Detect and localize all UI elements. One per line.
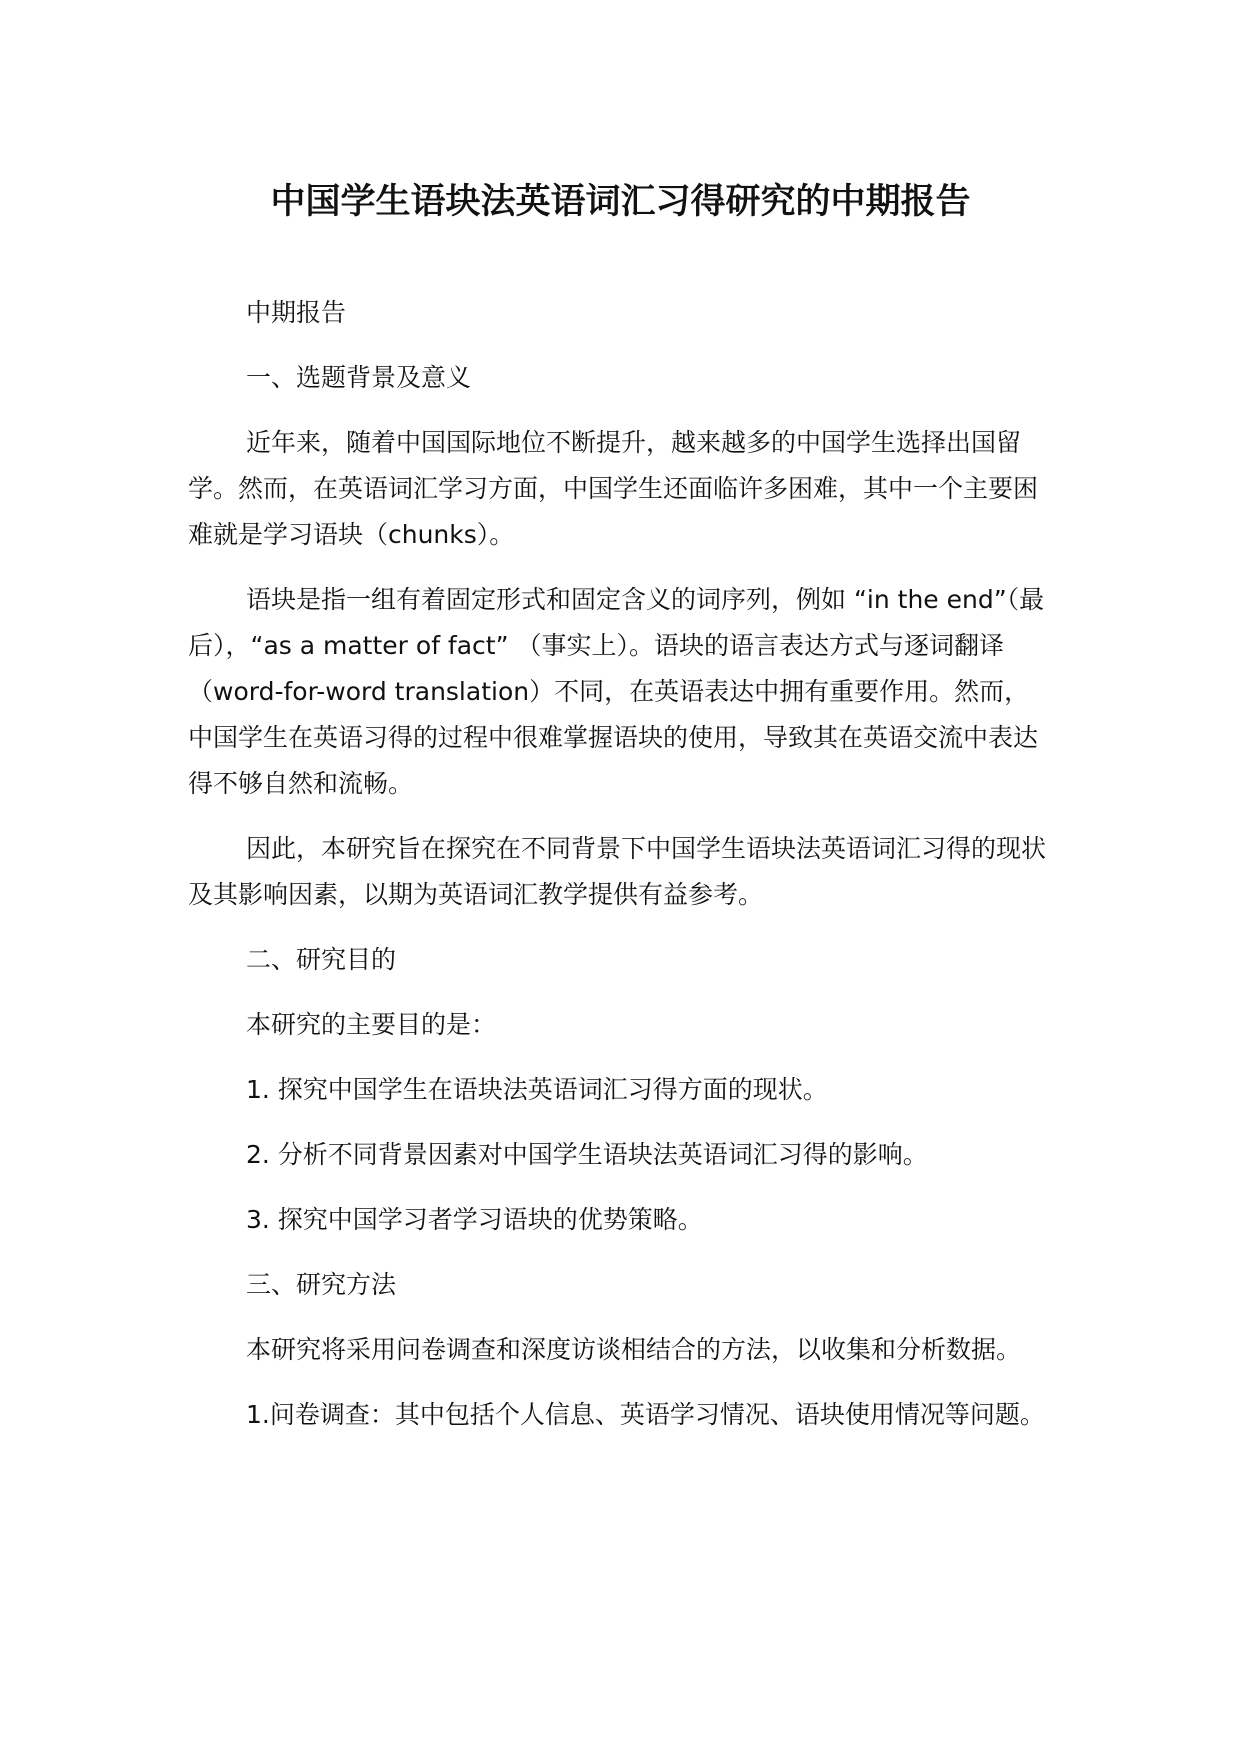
paragraph-research-aim: 因此，本研究旨在探究在不同背景下中国学生语块法英语词汇习得的现状及其影响因素，以期为英语词汇教学提供有益参考。 <box>188 834 1047 909</box>
section-label-midterm-report: 中期报告 <box>246 298 347 327</box>
list-item-questionnaire: 1.问卷调查：其中包括个人信息、英语学习情况、语块使用情况等问题。 <box>246 1400 1045 1429</box>
list-item-purpose-3: 3. 探究中国学习者学习语块的优势策略。 <box>246 1205 703 1234</box>
document-title: 中国学生语块法英语词汇习得研究的中期报告 <box>270 182 971 222</box>
paragraph-chunk-definition: 语块是指一组有着固定形式和固定含义的词序列，例如 “in the end”（最后），“as a matter of fact” （事实上）。语块的语言表达方式与逐词翻译（word-for-word translation）不同，在英语表达中拥有重要作用。然而，中国学生在英语习得的过程中很难掌握语块的使用，导致其在英语交流中表达得不够自然和流畅。 <box>188 585 1045 798</box>
heading-research-purpose: 二、研究目的 <box>246 945 397 974</box>
list-item-purpose-2: 2. 分析不同背景因素对中国学生语块法英语词汇习得的影响。 <box>246 1140 928 1169</box>
list-item-purpose-1: 1. 探究中国学生在语块法英语词汇习得方面的现状。 <box>246 1075 828 1104</box>
paragraph-purpose-intro: 本研究的主要目的是： <box>246 1010 497 1039</box>
paragraph-background: 近年来，随着中国国际地位不断提升，越来越多的中国学生选择出国留学。然而，在英语词汇学习方面，中国学生还面临许多困难，其中一个主要困难就是学习语块（chunks）。 <box>188 428 1039 549</box>
paragraph-method-intro: 本研究将采用问卷调查和深度访谈相结合的方法，以收集和分析数据。 <box>246 1335 1022 1364</box>
heading-research-method: 三、研究方法 <box>246 1270 397 1299</box>
document-body <box>188 290 1048 1457</box>
heading-background-significance: 一、选题背景及意义 <box>246 363 472 392</box>
